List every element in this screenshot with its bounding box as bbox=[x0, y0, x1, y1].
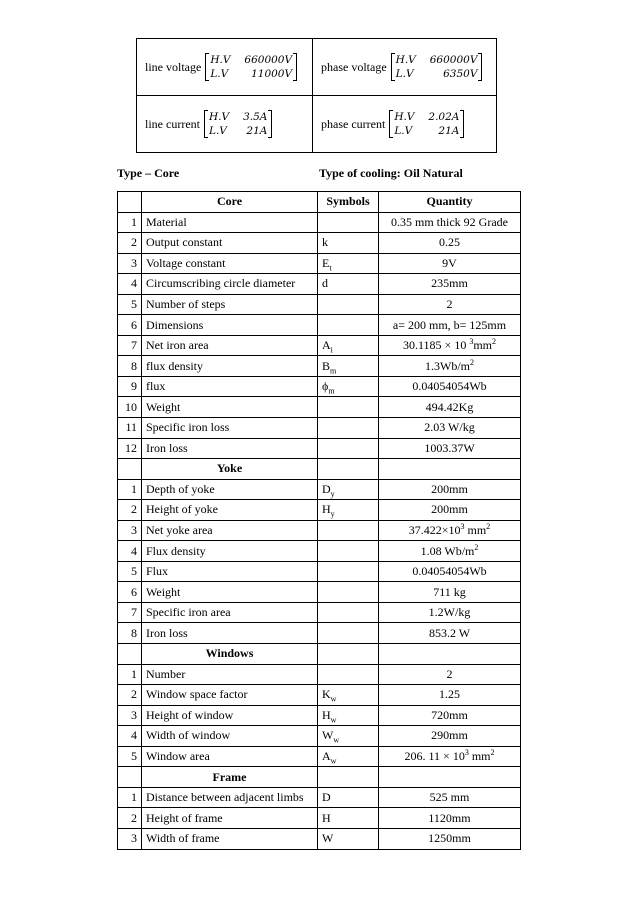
row-symbol: W bbox=[318, 828, 379, 849]
phase-voltage-cell bbox=[313, 39, 497, 96]
hv-value: 660000V bbox=[429, 54, 478, 66]
row-item: Number of steps bbox=[142, 294, 318, 315]
row-symbol bbox=[318, 623, 379, 644]
row-item: Dimensions bbox=[142, 315, 318, 336]
table-row bbox=[118, 602, 521, 623]
table-row bbox=[118, 438, 521, 459]
table-row bbox=[118, 561, 521, 582]
row-quantity: 235mm bbox=[379, 274, 521, 295]
row-item: Flux bbox=[142, 561, 318, 582]
row-quantity: 1.2W/kg bbox=[379, 602, 521, 623]
line-current-label: line current bbox=[145, 116, 200, 131]
row-number: 4 bbox=[118, 541, 142, 562]
row-quantity: 9V bbox=[379, 253, 521, 274]
row-item: Specific iron area bbox=[142, 602, 318, 623]
windows-section-header bbox=[118, 644, 521, 665]
row-quantity: 1003.37W bbox=[379, 438, 521, 459]
row-symbol bbox=[318, 582, 379, 603]
row-number: 1 bbox=[118, 212, 142, 233]
table-row bbox=[118, 294, 521, 315]
section-symbol-cell bbox=[318, 767, 379, 788]
row-symbol bbox=[318, 315, 379, 336]
row-quantity: 206. $11 \times 10^3$ $mm^2$ bbox=[379, 746, 521, 767]
yoke-section-title: Yoke bbox=[142, 459, 318, 480]
hv-name: H.V bbox=[210, 54, 231, 66]
line-current-matrix bbox=[204, 110, 272, 138]
section-symbol-cell bbox=[318, 459, 379, 480]
row-quantity: 525 mm bbox=[379, 787, 521, 808]
row-quantity: 1250mm bbox=[379, 828, 521, 849]
row-symbol bbox=[318, 664, 379, 685]
windows-section-title: Windows bbox=[142, 644, 318, 665]
row-number: 5 bbox=[118, 561, 142, 582]
table-row bbox=[118, 787, 521, 808]
row-item: Voltage constant bbox=[142, 253, 318, 274]
row-symbol bbox=[318, 397, 379, 418]
row-item: Window space factor bbox=[142, 685, 318, 706]
table-row bbox=[118, 828, 521, 849]
row-quantity: 200mm bbox=[379, 500, 521, 521]
hv-name: H.V bbox=[394, 111, 415, 123]
phase-voltage-matrix bbox=[391, 53, 483, 81]
row-number: 3 bbox=[118, 253, 142, 274]
phase-current-cell bbox=[313, 96, 497, 153]
row-symbol bbox=[318, 561, 379, 582]
row-item: Iron loss bbox=[142, 438, 318, 459]
row-quantity: 1120mm bbox=[379, 808, 521, 829]
row-item: Specific iron loss bbox=[142, 418, 318, 439]
lv-name: L.V bbox=[210, 68, 229, 80]
yoke-section-header bbox=[118, 459, 521, 480]
table-row bbox=[118, 726, 521, 747]
row-item: Depth of yoke bbox=[142, 479, 318, 500]
row-number: 11 bbox=[118, 418, 142, 439]
row-quantity: 494.42Kg bbox=[379, 397, 521, 418]
header-no bbox=[118, 192, 142, 213]
design-table-body bbox=[118, 212, 521, 849]
row-symbol bbox=[318, 602, 379, 623]
row-quantity: 1.08 $Wb/m^2$ bbox=[379, 541, 521, 562]
lv-value: 21A bbox=[246, 125, 268, 137]
row-quantity: $37.422\times 10^3$ $mm^2$ bbox=[379, 520, 521, 541]
line-voltage-cell bbox=[137, 39, 313, 96]
phase-current-label: phase current bbox=[321, 116, 386, 131]
row-item: Net yoke area bbox=[142, 520, 318, 541]
row-item: Height of yoke bbox=[142, 500, 318, 521]
row-symbol: $W_w$ bbox=[318, 726, 379, 747]
row-quantity: 711 kg bbox=[379, 582, 521, 603]
row-symbol: $H_w$ bbox=[318, 705, 379, 726]
table-row bbox=[118, 808, 521, 829]
table-row bbox=[118, 582, 521, 603]
section-quantity-cell bbox=[379, 644, 521, 665]
hv-value: 660000V bbox=[244, 54, 293, 66]
table-row bbox=[118, 418, 521, 439]
row-item: Height of window bbox=[142, 705, 318, 726]
row-symbol bbox=[318, 541, 379, 562]
row-symbol: H bbox=[318, 808, 379, 829]
section-quantity-cell bbox=[379, 767, 521, 788]
row-number: 9 bbox=[118, 376, 142, 397]
row-number: 2 bbox=[118, 500, 142, 521]
row-item: Window area bbox=[142, 746, 318, 767]
section-quantity-cell bbox=[379, 459, 521, 480]
row-quantity: 290mm bbox=[379, 726, 521, 747]
row-item: Weight bbox=[142, 582, 318, 603]
header-symbols: Symbols bbox=[318, 192, 379, 213]
table-row bbox=[118, 315, 521, 336]
row-quantity: a= 200 mm, b= 125mm bbox=[379, 315, 521, 336]
table-row bbox=[118, 356, 521, 377]
line-current-cell bbox=[137, 96, 313, 153]
row-number: 3 bbox=[118, 705, 142, 726]
row-item: Width of window bbox=[142, 726, 318, 747]
table-row bbox=[118, 274, 521, 295]
hv-value: 3.5A bbox=[243, 111, 268, 123]
row-quantity: 0.04054054Wb bbox=[379, 376, 521, 397]
row-symbol bbox=[318, 438, 379, 459]
row-number: 4 bbox=[118, 274, 142, 295]
hv-value: 2.02A bbox=[428, 111, 460, 123]
row-number: 4 bbox=[118, 726, 142, 747]
row-symbol bbox=[318, 520, 379, 541]
hv-name: H.V bbox=[395, 54, 416, 66]
row-item: Circumscribing circle diameter bbox=[142, 274, 318, 295]
row-item: Height of frame bbox=[142, 808, 318, 829]
row-symbol bbox=[318, 294, 379, 315]
table-row bbox=[118, 212, 521, 233]
table-row bbox=[118, 685, 521, 706]
row-quantity: 200mm bbox=[379, 479, 521, 500]
lv-value: 6350V bbox=[443, 68, 478, 80]
row-number: 6 bbox=[118, 582, 142, 603]
row-quantity: $1.3Wb/m^2$ bbox=[379, 356, 521, 377]
row-symbol: $B_m$ bbox=[318, 356, 379, 377]
row-number: 3 bbox=[118, 520, 142, 541]
row-symbol: $\phi_m$ bbox=[318, 376, 379, 397]
table-row bbox=[118, 664, 521, 685]
phase-voltage-label: phase voltage bbox=[321, 59, 387, 74]
voltage-current-table bbox=[136, 38, 497, 153]
row-number: 2 bbox=[118, 685, 142, 706]
section-no-cell bbox=[118, 644, 142, 665]
row-symbol: D bbox=[318, 787, 379, 808]
row-number: 12 bbox=[118, 438, 142, 459]
row-quantity: 2 bbox=[379, 294, 521, 315]
row-symbol: $A_i$ bbox=[318, 335, 379, 356]
row-number: 1 bbox=[118, 479, 142, 500]
row-item: flux density bbox=[142, 356, 318, 377]
cooling-label: Type of cooling: Oil Natural bbox=[319, 166, 463, 180]
frame-section-title: Frame bbox=[142, 767, 318, 788]
table-row bbox=[118, 623, 521, 644]
row-symbol: $K_w$ bbox=[318, 685, 379, 706]
row-number: 1 bbox=[118, 664, 142, 685]
table-row bbox=[118, 335, 521, 356]
row-symbol: $H_y$ bbox=[318, 500, 379, 521]
row-symbol bbox=[318, 418, 379, 439]
table-row bbox=[118, 253, 521, 274]
row-symbol: d bbox=[318, 274, 379, 295]
row-quantity: 2 bbox=[379, 664, 521, 685]
line-voltage-label: line voltage bbox=[145, 59, 202, 74]
row-number: 2 bbox=[118, 808, 142, 829]
lv-name: L.V bbox=[394, 125, 413, 137]
table-row bbox=[118, 705, 521, 726]
type-label: Type – Core bbox=[117, 166, 180, 180]
header-core: Core bbox=[142, 192, 318, 213]
phase-current-matrix bbox=[389, 110, 464, 138]
row-number: 8 bbox=[118, 356, 142, 377]
row-quantity: 0.25 bbox=[379, 233, 521, 254]
table-row bbox=[118, 479, 521, 500]
row-number: 10 bbox=[118, 397, 142, 418]
row-item: Weight bbox=[142, 397, 318, 418]
row-number: 5 bbox=[118, 294, 142, 315]
row-symbol: $D_y$ bbox=[318, 479, 379, 500]
design-table bbox=[117, 191, 521, 850]
row-quantity: 30.1185 × 10 $^3mm^2$ bbox=[379, 335, 521, 356]
row-item: Net iron area bbox=[142, 335, 318, 356]
lv-name: L.V bbox=[395, 68, 414, 80]
row-symbol: $A_w$ bbox=[318, 746, 379, 767]
row-item: Output constant bbox=[142, 233, 318, 254]
row-symbol: $E_t$ bbox=[318, 253, 379, 274]
row-symbol: k bbox=[318, 233, 379, 254]
row-quantity: 2.03 W/kg bbox=[379, 418, 521, 439]
row-quantity: 0.35 mm thick 92 Grade bbox=[379, 212, 521, 233]
row-number: 7 bbox=[118, 602, 142, 623]
table-row bbox=[118, 397, 521, 418]
table-row bbox=[118, 376, 521, 397]
row-item: Number bbox=[142, 664, 318, 685]
table-row bbox=[118, 233, 521, 254]
row-item: Iron loss bbox=[142, 623, 318, 644]
row-number: 3 bbox=[118, 828, 142, 849]
row-symbol bbox=[318, 212, 379, 233]
lv-name: L.V bbox=[208, 125, 227, 137]
row-item: Flux density bbox=[142, 541, 318, 562]
section-no-cell bbox=[118, 459, 142, 480]
row-number: 5 bbox=[118, 746, 142, 767]
row-item: Material bbox=[142, 212, 318, 233]
row-quantity: 0.04054054Wb bbox=[379, 561, 521, 582]
frame-section-header bbox=[118, 767, 521, 788]
line-voltage-matrix bbox=[205, 53, 297, 81]
row-quantity: 720mm bbox=[379, 705, 521, 726]
row-number: 6 bbox=[118, 315, 142, 336]
table-row bbox=[118, 520, 521, 541]
table-row bbox=[118, 746, 521, 767]
row-number: 7 bbox=[118, 335, 142, 356]
header-quantity: Quantity bbox=[379, 192, 521, 213]
row-number: 2 bbox=[118, 233, 142, 254]
row-quantity: 1.25 bbox=[379, 685, 521, 706]
table-row bbox=[118, 541, 521, 562]
row-quantity: 853.2 W bbox=[379, 623, 521, 644]
hv-name: H.V bbox=[208, 111, 230, 123]
section-no-cell bbox=[118, 767, 142, 788]
row-item: Width of frame bbox=[142, 828, 318, 849]
row-number: 8 bbox=[118, 623, 142, 644]
lv-value: 11000V bbox=[251, 68, 293, 80]
section-symbol-cell bbox=[318, 644, 379, 665]
row-number: 1 bbox=[118, 787, 142, 808]
row-item: Distance between adjacent limbs bbox=[142, 787, 318, 808]
row-item: flux bbox=[142, 376, 318, 397]
header-row bbox=[118, 192, 521, 213]
table-row bbox=[118, 500, 521, 521]
lv-value: 21A bbox=[438, 125, 460, 137]
